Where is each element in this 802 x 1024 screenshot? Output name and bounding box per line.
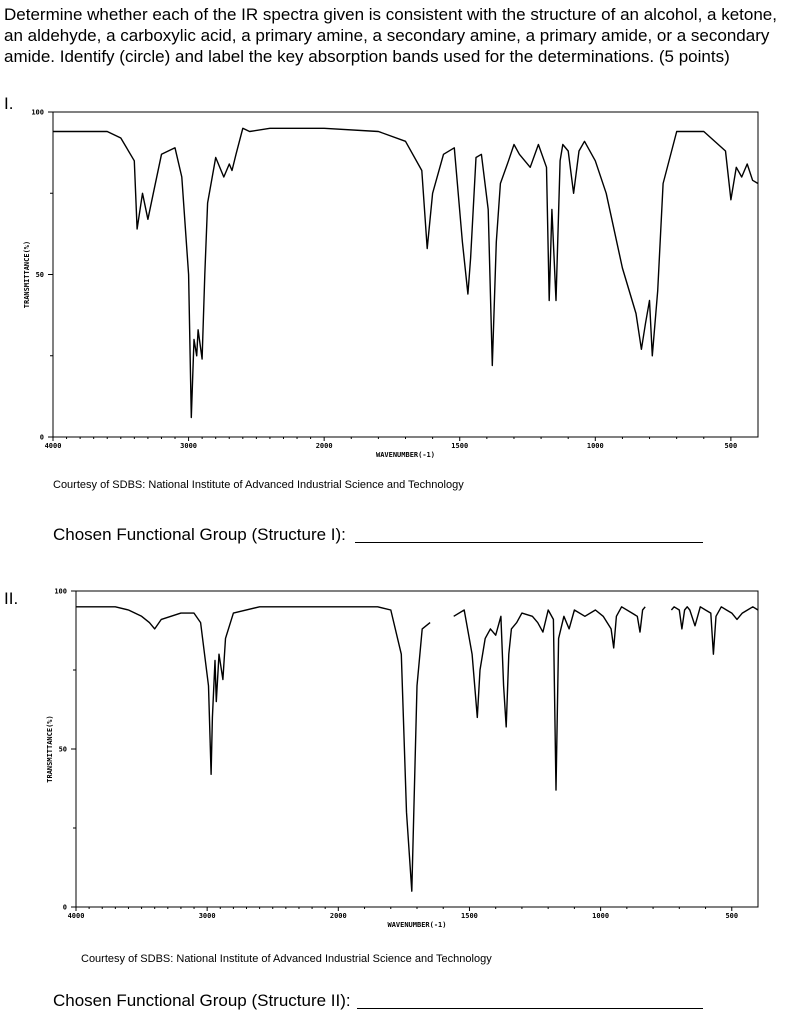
y-tick-label: 50: [58, 745, 67, 754]
x-tick-label: 500: [725, 912, 739, 920]
plot-frame: [53, 112, 758, 437]
spectrum-1-roman-label: I.: [4, 94, 14, 113]
spectrum-trace: [454, 607, 646, 790]
spectrum-2-chosen-label: Chosen Functional Group (Structure II):: [53, 991, 351, 1010]
spectrum-trace: [671, 607, 758, 654]
x-axis-title: WAVENUMBER(-1): [387, 921, 447, 929]
ir-spectrum-2-chart: [0, 580, 802, 950]
x-tick-label: 1500: [451, 442, 469, 450]
x-tick-label: 1500: [461, 912, 478, 920]
x-tick-label: 3000: [180, 442, 198, 450]
spectrum-trace: [53, 128, 758, 417]
spectrum-trace: [76, 607, 430, 891]
y-axis-title: TRANSMITTANCE(%): [46, 715, 54, 783]
x-tick-label: 3000: [198, 912, 216, 920]
instructions-text: Determine whether each of the IR spectra given is consistent with the structure of an alcohol, a ketone, an aldehyde, a carboxylic acid, a primary amine, a secondary amine, a primary amide, or a secondary amide. Identify (circle) and label the key absorption bands used for the determinations. (5 points): [4, 5, 777, 66]
spectrum-2-courtesy: Courtesy of SDBS: National Institute of Advanced Industrial Science and Technology: [81, 953, 492, 965]
spectrum-1-answer-line[interactable]: [355, 542, 703, 543]
x-tick-label: 4000: [67, 912, 85, 920]
x-tick-label: 500: [724, 442, 738, 450]
y-tick-label: 0: [39, 433, 44, 442]
x-axis-title: WAVENUMBER(-1): [375, 451, 436, 459]
ir-spectrum-1-chart: [0, 100, 802, 480]
y-tick-label: 100: [31, 108, 44, 117]
plot-frame: [76, 591, 758, 907]
y-tick-label: 100: [54, 587, 67, 596]
x-tick-label: 1000: [586, 442, 604, 450]
spectrum-2-roman-label: II.: [4, 589, 19, 608]
x-tick-label: 2000: [329, 912, 347, 920]
y-tick-label: 0: [62, 903, 67, 912]
y-tick-label: 50: [35, 271, 44, 279]
x-tick-label: 1000: [592, 912, 610, 920]
x-tick-label: 4000: [44, 442, 62, 450]
y-axis-title: TRANSMITTANCE(%): [23, 240, 31, 309]
x-tick-label: 2000: [315, 442, 333, 450]
spectrum-1-chosen-label: Chosen Functional Group (Structure I):: [53, 525, 346, 544]
spectrum-1-courtesy: Courtesy of SDBS: National Institute of Advanced Industrial Science and Technology: [53, 479, 464, 491]
spectrum-2-answer-line[interactable]: [357, 1008, 703, 1009]
